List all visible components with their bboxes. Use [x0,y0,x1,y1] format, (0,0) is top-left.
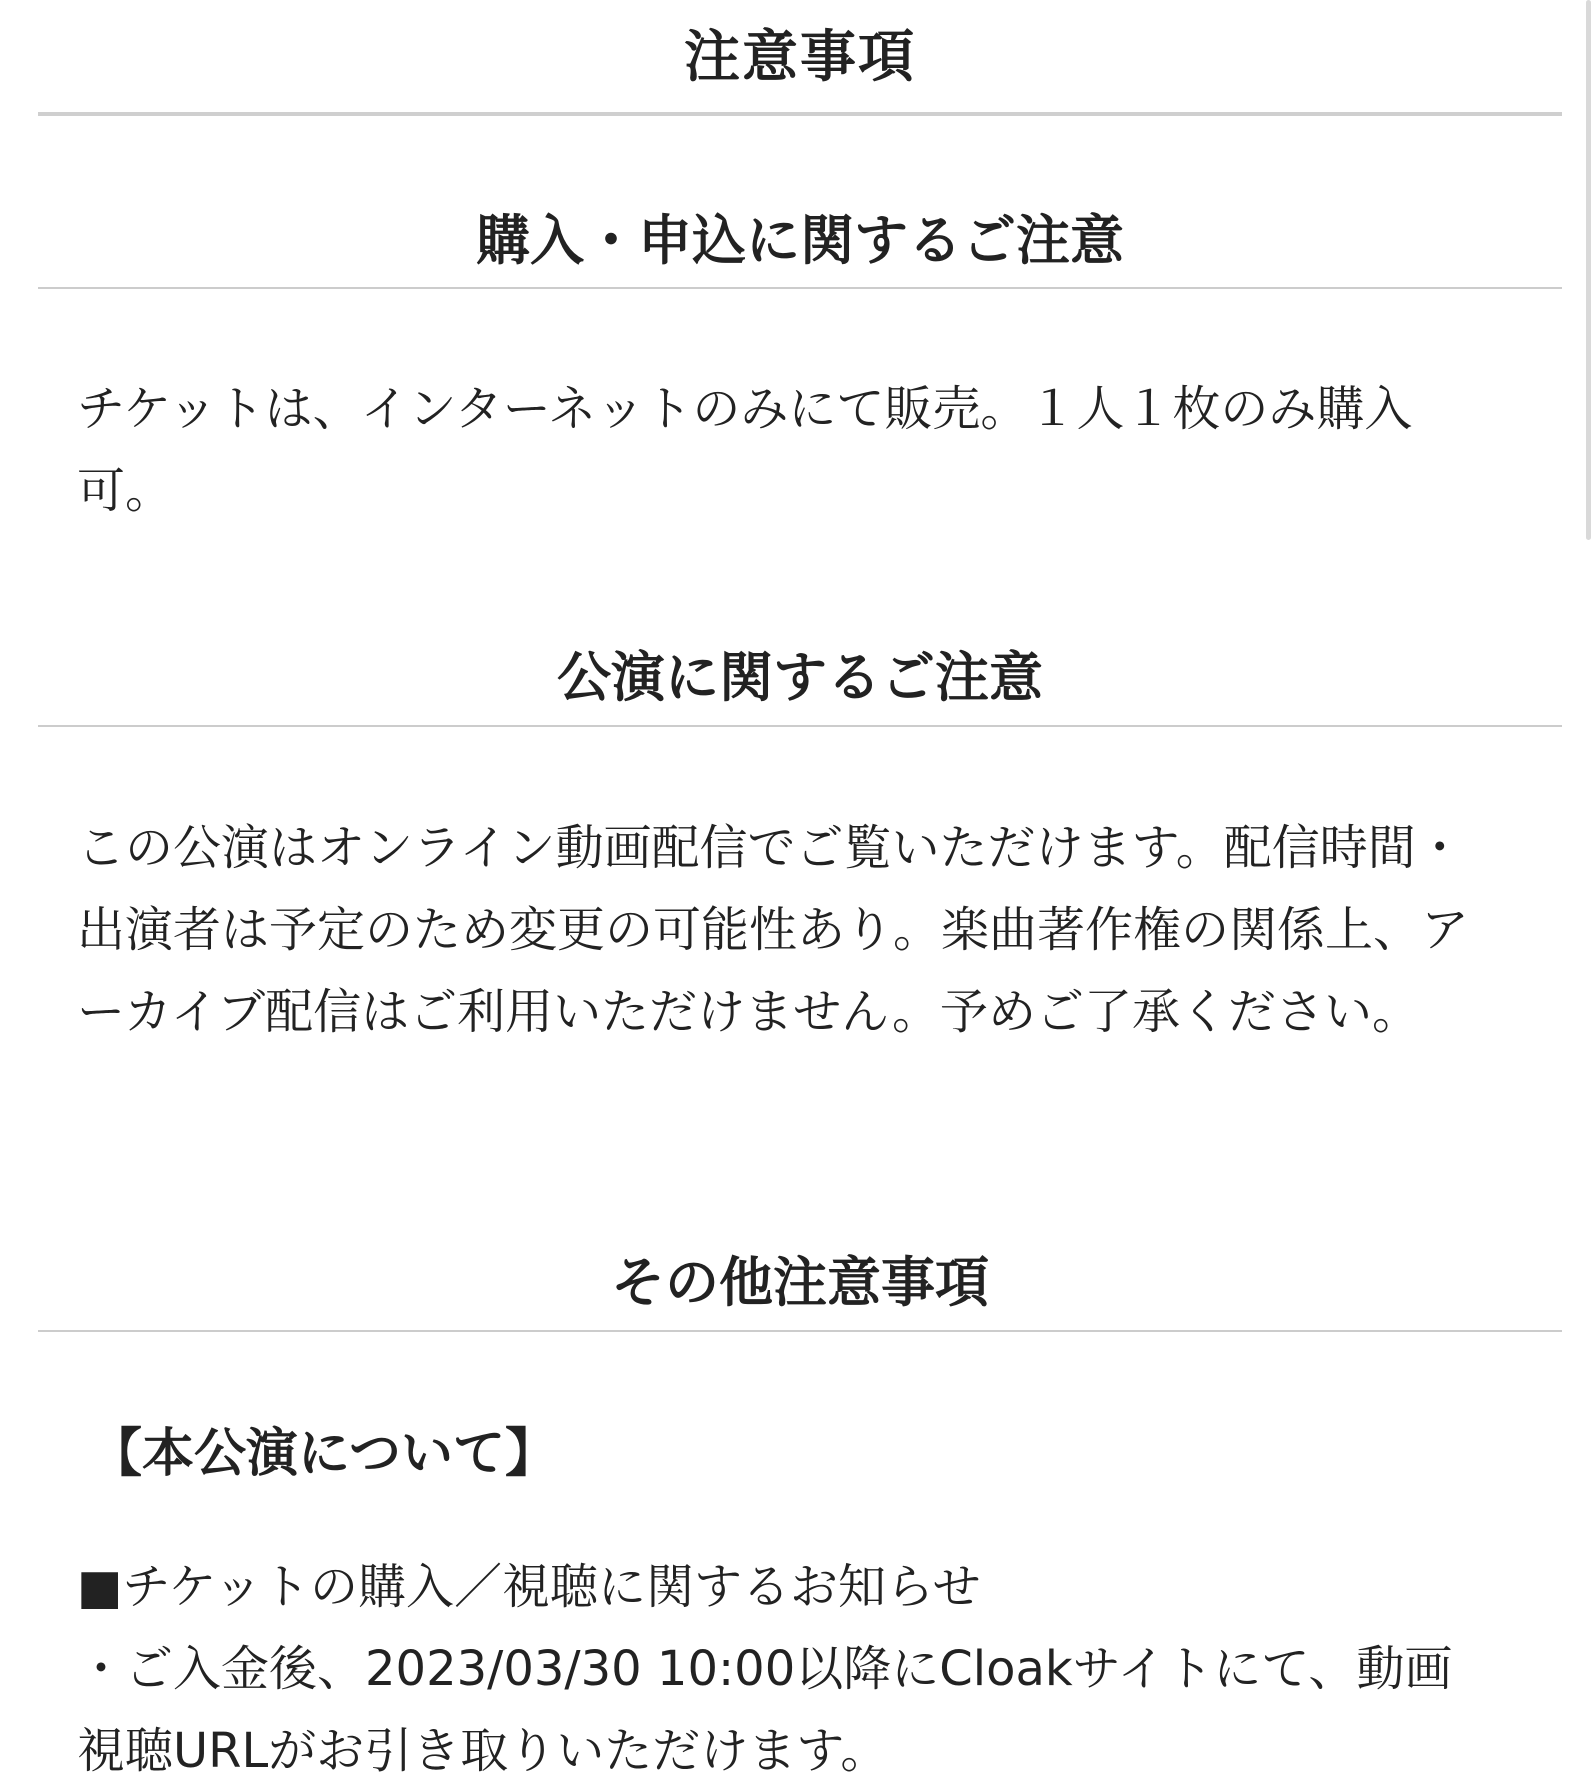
scrollbar-thumb[interactable] [1586,0,1591,540]
notice-line: 視聴URLがお引き取りいただけます。 [77,1723,889,1779]
page-title: 注意事項 [684,25,916,90]
section-title-performance: 公演に関するご注意 [557,646,1043,709]
title-divider [38,112,1562,116]
notice-line: ・ご入金後、2023/03/30 10:00以降にCloakサイトにて、動画 [77,1641,1453,1697]
section-body-performance: この公演はオンライン動画配信でご覧いただけます。配信時間・出演者は予定のため変更の可能性あり。楽曲著作権の関係上、アーカイブ配信はご利用いただけません。予めご了承ください。 [77,820,1470,1040]
section-divider-performance [38,725,1562,727]
section-divider-purchase [38,287,1562,289]
section-body-purchase: チケットは、インターネットのみにて販売。１人１枚のみ購入可。 [77,381,1413,519]
subheading-about-performance: 【本公演について】 [90,1424,557,1484]
section-divider-other [38,1330,1562,1332]
section-title-purchase: 購入・申込に関するご注意 [476,209,1124,272]
notice-title: ■チケットの購入／視聴に関するお知らせ [77,1559,981,1615]
section-title-other: その他注意事項 [611,1251,989,1314]
